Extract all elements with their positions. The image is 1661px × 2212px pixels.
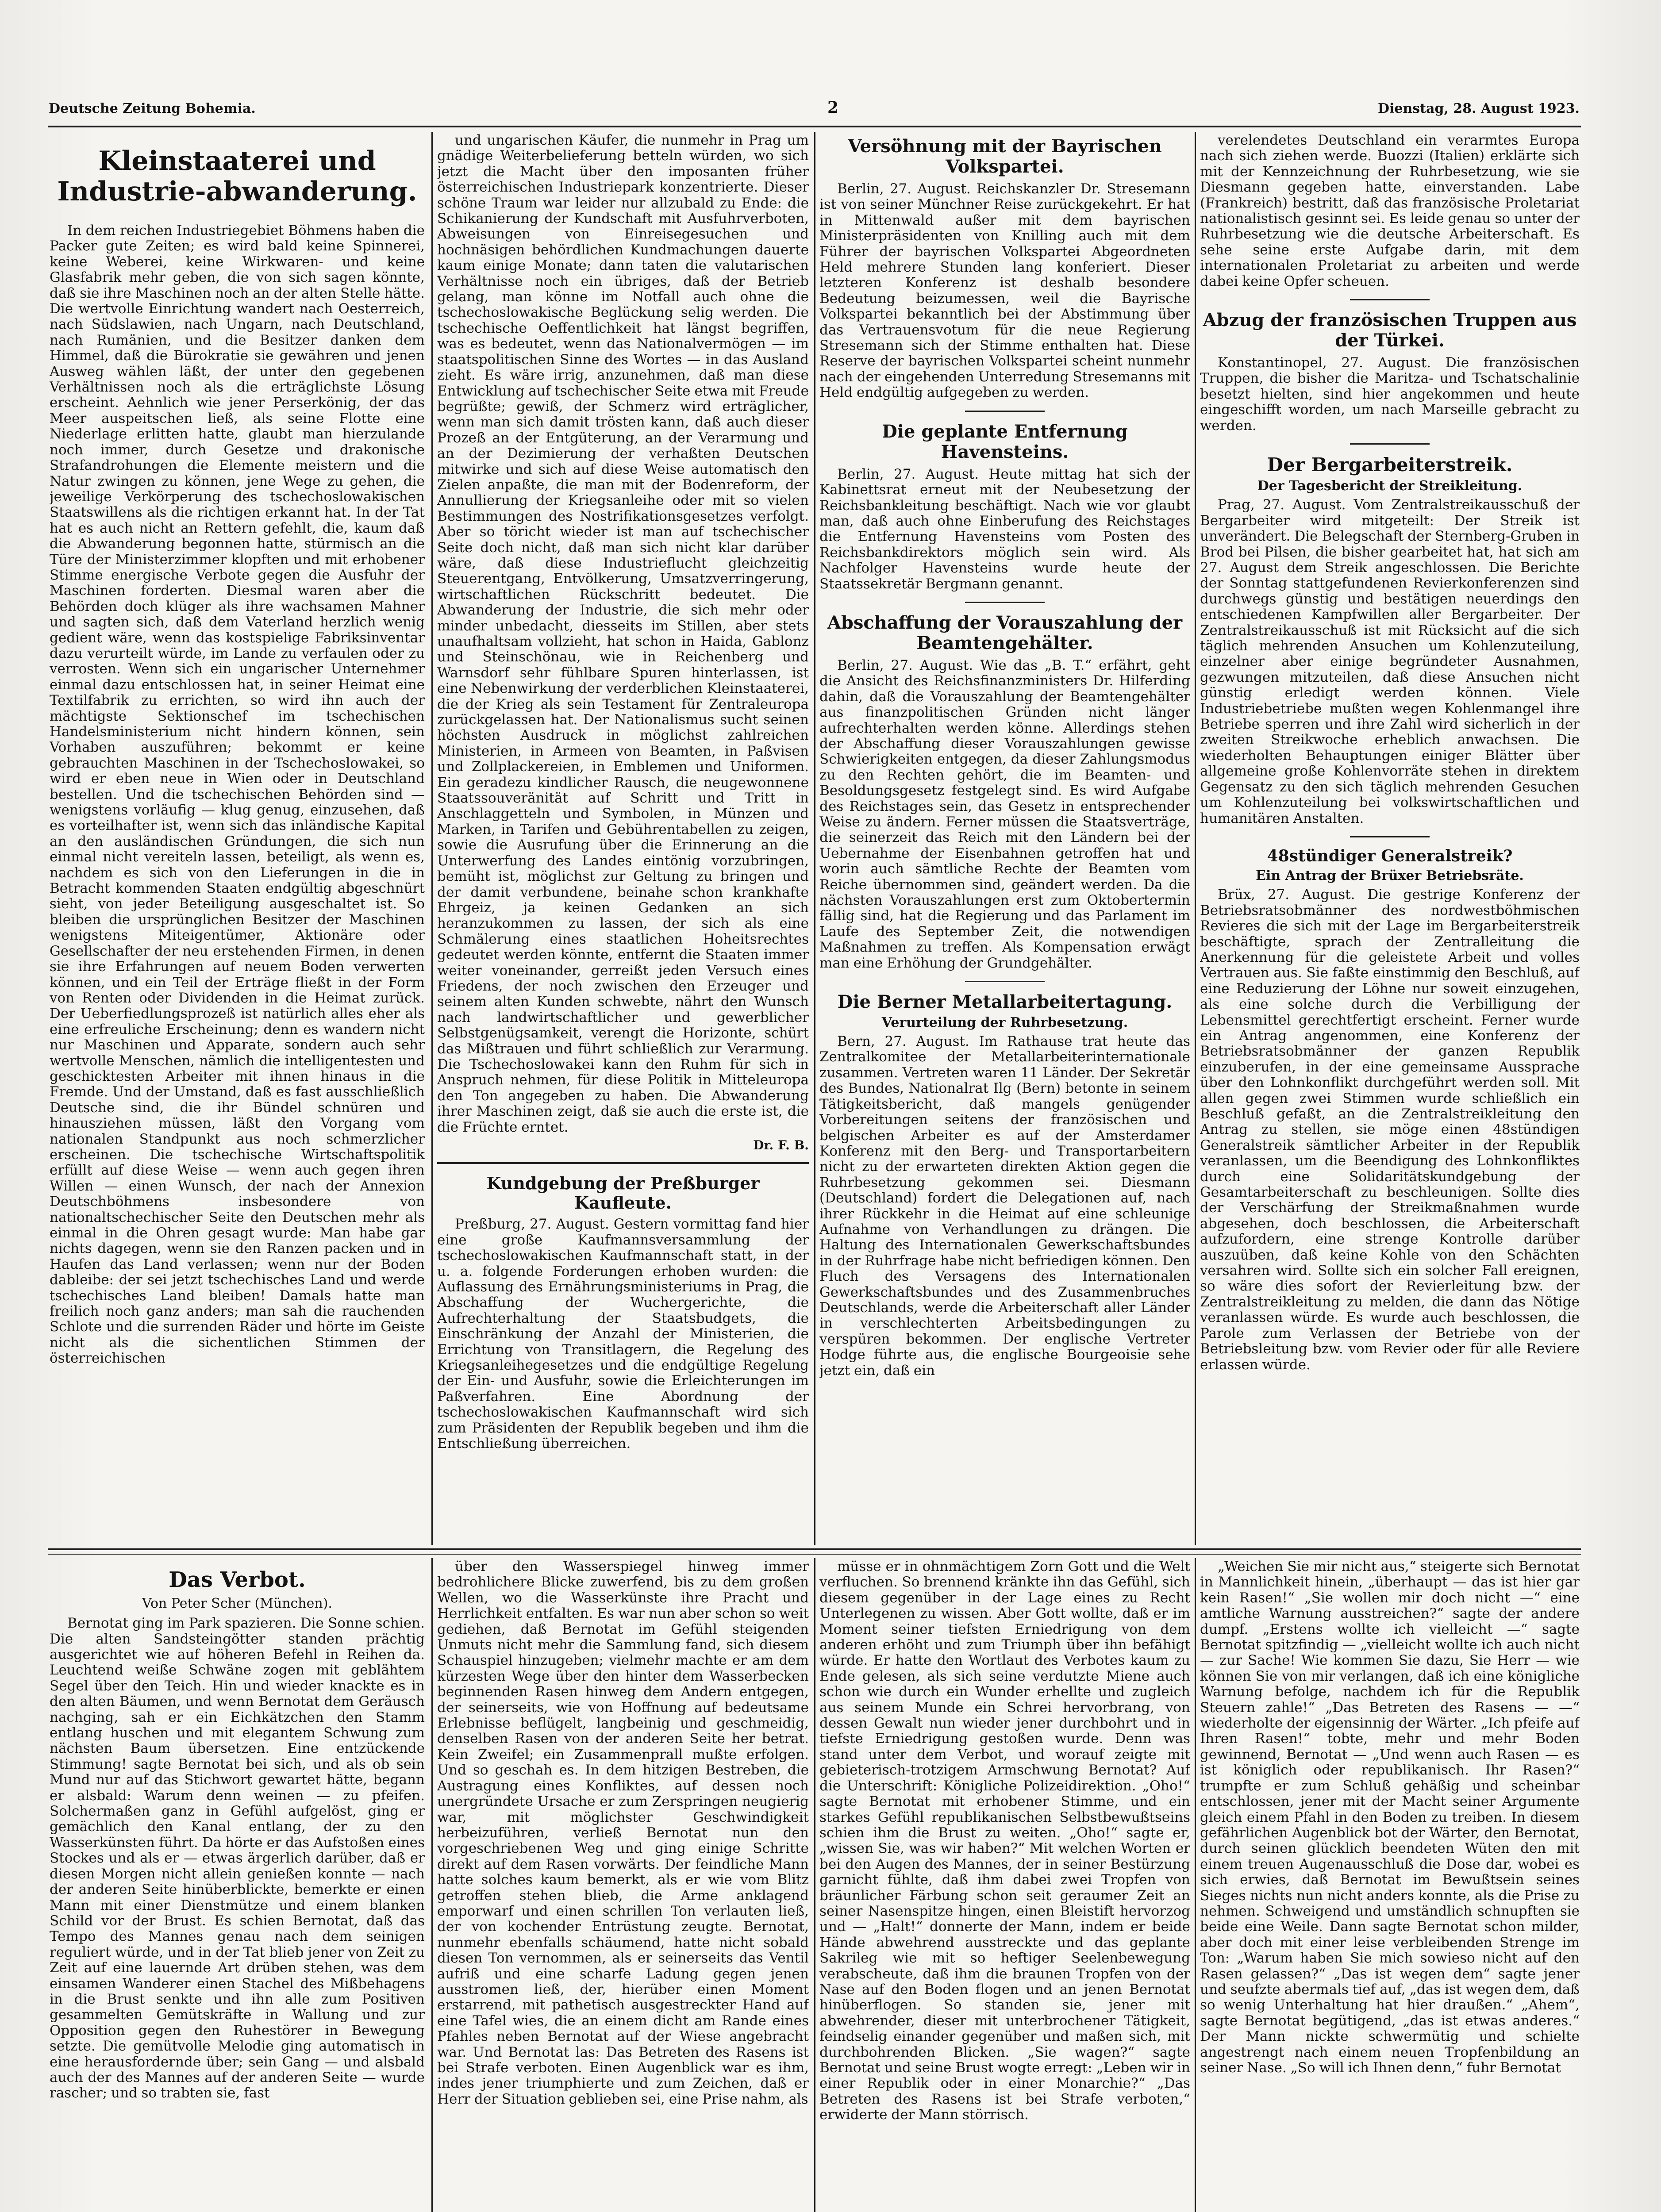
article-body: Konstantinopel, 27. August. Die französischen Truppen, die bisher die Maritza- und Tschatschalinie besetzt hielten, sind hier angekommen und heute eingeschifft worden, um nach Marseille gebracht zu werden. xyxy=(1200,355,1580,434)
feuilleton-body: „Weichen Sie mir nicht aus,“ steigerte sich Bernotat in Mannlichkeit hinein, „überhaupt — das ist hier gar kein Rasen!“ „Sie wollen mir doch nicht —“ eine amtliche Warnung ausstreichen?“ sagte der andere dumpf. „Erstens wollte ich vielleicht —“ sagte Bernotat spitzfindig — „vielleicht wollte ich auch nicht — zur Sache! Wie kommen Sie dazu, Sie Herr — wie können Sie von mir verlangen, daß ich eine königliche Warnung befolge, nachdem ich für die Republik Steuern zahle!“ „Das Betreten des Rasens — —“ wiederholte der eigensinnig der Wärter. „Ich pfeife auf Ihren Rasen!“ tobte, mehr und mehr Boden gewinnend, Bernotat — „Und wenn auch Rasen — es ist königlich oder republikanisch. Ihr Rasen?“ trumpfte er zum Schluß gehäßig und scheinbar entschlossen, jener mit der Macht seiner Argumente gleich einem Pfahl in den Boden zu treiben. In diesem gefährlichen Augenblick bot der Wärter, den Bernotat, durch seinen glücklich beendeten Wüten den mit einem treuen Augenausschluß die Dose dar, wobei es sich erwies, daß Bernotat im Bewußtsein seines Sieges nichts nun nicht anders konnte, als die Prise zu nehmen. Schweigend und umständlich schnupften sie beide eine Weile. Dann sagte Bernotat schon milder, aber doch mit einer leise verbleibenden Strenge im Ton: „Warum haben Sie mich sowieso nicht auf den Rasen gelassen?“ „Das ist wegen dem“ sagte jener und seufzte abermals tief auf, „das ist wegen dem, daß so wenig Unterhaltung hat hier draußen.“ „Ahem“, sagte Bernotat begütigend, „das ist etwas anderes.“ Der Mann nickte schwermütig und schielte angestrengt nach einem neuen Tropfenbildung an seiner Nase. „So will ich Ihnen denn,“ fuhr Bernotat xyxy=(1200,1559,1580,2076)
article-headline: Abschaffung der Vorauszahlung der Beamtengehälter. xyxy=(827,612,1183,653)
article-subhead: Verurteilung der Ruhrbesetzung. xyxy=(881,1015,1128,1031)
column-divider xyxy=(1195,1558,1196,2212)
feuilleton-body: müsse er in ohnmächtigem Zorn Gott und die Welt verfluchen. So brennend kränkte ihn das Gefühl, sich diesem gegenüber in der Lage eines zu Recht Unterlegenen zu wissen. Aber Gott wollte, daß er im Moment seiner tiefsten Erniedrigung von dem anderen erhöht und zum Triumph über ihn befähigt würde. Er hatte den Wortlaut des Verbotes kaum zu Ende gelesen, als sich seine verdutzte Miene auch schon wie durch ein Wunder erhellte und zugleich aus seinem Munde ein Schrei hervorbrang, von dessen Gewalt nun wieder jener durchbohrt und in tiefste Erniedrigung gestoßen wurde. Denn was stand unter dem Verbot, und worauf zeigte mit gebieterisch-trotzigem Armschwung Bernotat? Auf die Unterschrift: Königliche Polizeidirektion. „Oho!“ sagte Bernotat mit erhobener Stimme, und ein starkes Gefühl republikanischen Selbstbewußtseins schien ihm die Brust zu weiten. „Oho!“ sagte er, „wissen Sie, was wir haben?“ Mit welchen Worten er bei den Augen des Mannes, der in seiner Bestürzung garnicht fühlte, daß ihm dabei zwei Tropfen von bräunlicher Färbung schon seit geraumer Zeit an seiner Nasenspitze hingen, einen Bleistift hervorzog und — „Halt!“ donnerte der Mann, indem er beide Hände abwehrend ausstreckte und das geplante Sakrileg wie mit so heftiger Seelenbewegung verabscheute, daß ihm die braunen Tropfen von der Nase auf den Boden flogen und an jenen Bernotat hinüberflogen. So standen sie, jener mit abwehrender, dieser mit unterbrochener Tätigkeit, feindselig einander gegenüber und maßen sich, mit durchbohrenden Blicken. „Sie wagen?“ sagte Bernotat und seine Brust wogte erregt: „Leben wir in einer Republik oder in einer Monarchie?“ „Das Betreten des Rasens ist bei Strafe verboten,“ erwiderte der Mann störrisch. xyxy=(819,1559,1190,2123)
article-divider xyxy=(965,602,1045,603)
article-body: Berlin, 27. August. Wie das „B. T.“ erfährt, geht die Ansicht des Reichsfinanzministers Dr. Hilferding dahin, daß die Vorauszahlung der Beamtengehälter aus finanzpolitischen Gründen nicht länger aufrechterhalten werden könne. Allerdings stehen der Abschaffung dieser Vorauszahlungen gewisse Schwierigkeiten entgegen, da dieser Zahlungsmodus zu den Rechten gehört, die im Beamten- und Besoldungsgesetz festgelegt sind. Es wird Aufgabe des Reichstages sein, das Gesetz in entsprechender Weise zu ändern. Ferner müssen die Staatsverträge, die seinerzeit das Reich mit den Ländern bei der Uebernahme der Eisenbahnen getroffen hat und worin auch sämtliche Rechte der Beamten vom Reiche übernommen sind, geändert werden. Da die nächsten Vorauszahlungen erst zum Oktobertermin fällig sind, hat die Regierung und das Parlament im Laufe des September Zeit, die notwendigen Maßnahmen zu treffen. Als Kompensation erwägt man eine Erhöhung der Grundgehälter. xyxy=(819,657,1190,971)
column-divider xyxy=(1195,132,1196,1545)
article-headline: Kleinstaaterei und Industrie-abwanderung. xyxy=(57,146,417,207)
article-headline: 48stündiger Generalstreik? xyxy=(1267,846,1513,865)
article-body: Berlin, 27. August. Reichskanzler Dr. Stresemann ist von seiner Münchner Reise zurückgekehrt. Er hat in Mittenwald außer mit dem bayrischen Ministerpräsidenten von Knilling auch mit dem Führer der bayrischen Volkspartei Abgeordneten Held mehrere Stunden lang konferiert. Dieser letzteren Konferenz ist deshalb besondere Bedeutung beizumessen, weil die Bayrische Volkspartei bekanntlich bei der Abstimmung über das Vertrauensvotum für die neue Regierung Stresemann sich der Stimme enthalten hat. Diese Reserve der bayrischen Volkspartei scheint nunmehr nach der eingehenden Unterredung Stresemanns mit Held endgültig aufgegeben zu werden. xyxy=(819,181,1190,401)
article-divider xyxy=(437,1162,809,1164)
article-body: Berlin, 27. August. Heute mittag hat sich der Kabinettsrat erneut mit der Neubesetzung der Reichsbankleitung beschäftigt. Nach wie vor glaubt man, daß auch ohne Einberufung des Reichstages die Entfernung Havensteins vom Posten des Reichsbankdirektors möglich sein wird. Als Nachfolger Havensteins wurde heute der Staatssekretär Bergmann genannt. xyxy=(819,466,1190,592)
column-3 xyxy=(819,133,1190,1544)
article-headline: Abzug der französischen Truppen aus der Türkei. xyxy=(1203,310,1577,351)
column-2 xyxy=(437,133,809,1544)
page-number: 2 xyxy=(827,98,839,117)
article-subhead: Ein Antrag der Brüxer Betriebsräte. xyxy=(1256,868,1524,884)
masthead-rule xyxy=(48,126,1581,127)
feuilleton-column-3 xyxy=(819,1559,1190,2212)
article-headline: Die geplante Entfernung Havensteins. xyxy=(882,421,1128,462)
column-1 xyxy=(50,133,425,1544)
article-headline: Der Bergarbeiterstreik. xyxy=(1267,454,1513,476)
paper-name: Deutsche Zeitung Bohemia. xyxy=(49,101,256,116)
article-subhead: Der Tagesbericht der Streikleitung. xyxy=(1257,478,1523,494)
article-divider xyxy=(965,981,1045,982)
feuilleton-separator xyxy=(48,1548,1581,1550)
article-headline: Die Berner Metallarbeitertagung. xyxy=(837,991,1173,1013)
feuilleton-byline: Von Peter Scher (München). xyxy=(142,1596,332,1612)
feuilleton-column-1 xyxy=(50,1559,425,2212)
article-divider xyxy=(1350,443,1430,445)
feuilleton-body: über den Wasserspiegel hinweg immer bedrohlichere Blicke zuwerfend, bis zu dem großen Wellen, wo die Wasserkünste ihre Pracht und Herrlichkeit entfalten. Es war nun aber schon so weit gediehen, daß Bernotat im Gefühl steigenden Unmuts nicht mehr die Sammlung fand, sich diesem Schauspiel hinzugeben; vielmehr machte er am dem kürzesten Wege über den hinter dem Wasserbecken beginnenden Rasen hinweg dem Andern entgegen, der seinerseits, wie von Hoffnung auf bedeutsame Erlebnisse beflügelt, langbeinig und geschmeidig, denselben Rasen von der anderen Seite her betrat. Kein Zweifel; ein Zusammenprall mußte erfolgen. Und so geschah es. In dem hitzigen Bestreben, die Austragung eines Konfliktes, auf dessen noch unergründete Ursache er zum Zerspringen neugierig war, mit möglichster Geschwindigkeit herbeizuführen, verließ Bernotat nun den vorgeschriebenen Weg und ging einige Schritte direkt auf dem Rasen vorwärts. Der feindliche Mann hatte solches kaum bemerkt, als er wie vom Blitz getroffen stehen blieb, die Arme anklagend emporwarf und einen schrillen Ton verlauten ließ, der von kochender Entrüstung zeugte. Bernotat, nunmehr ebenfalls schäumend, hatte nicht sobald diesen Ton vernommen, als er seinerseits das Ventil aufriß und eine scharfe Ladung gegen jenen ausstromen ließ, der, hierüber einen Moment erstarrend, mit pathetisch ausgestreckter Hand auf eine Tafel wies, die an einem dicht am Rande eines Pfahles neben Bernotat auf der Wiese angebracht war. Und Bernotat las: Das Betreten des Rasens ist bei Strafe verboten. Einen Augenblick war es ihm, indes jener triumphierte und zum Zeichen, daß er Herr der Situation geblieben sei, eine Prise nahm, als xyxy=(437,1559,809,2107)
feuilleton-column-4 xyxy=(1200,1559,1580,2212)
article-body: Brüx, 27. August. Die gestrige Konferenz der Betriebsratsobmänner des nordwestböhmischen Revieres die sich mit der Lage im Bergarbeiterstreik beschäftigte, sprach der Zentralleitung die Anerkennung für die geleistete Arbeit und volles Vertrauen aus. Sie faßte einstimmig den Beschluß, auf eine Reduzierung der Löhne nur soweit einzugehen, als eine solche durch die Verbilligung der Lebensmittel gerechtfertigt erscheint. Ferner wurde ein Antrag angenommen, eine Konferenz der Betriebsratsobmänner der ganzen Republik einzuberufen, in der eine gemeinsame Aussprache über den Lohnkonflikt durchgeführt werden soll. Mit allen gegen zwei Stimmen wurde schließlich ein Beschluß gefaßt, an die Zentralstreikleitung den Antrag zu stellen, sie möge einen 48stündigen Generalstreik sämtlicher Arbeiter in der Republik veranlassen, um die Beendigung des Lohnkonfliktes durch eine Solidaritätskundgebung der Gesamtarbeiterschaft zu beschleunigen. Sollte dies der Verschärfung der Streikmaßnahmen wurde abgesehen, doch beschlossen, die Arbeiterschaft aufzufordern, eine strenge Kontrolle darüber auszuüben, daß keine Kohle von den Schächten versahren wird. Sollte sich ein solcher Fall ereignen, so wäre dies sofort der Revierleitung bzw. der Zentralstreikleitung zu melden, die dann das Nötige veranlassen würde. Es wurde auch beschlossen, die Parole zum Verlassen der Betriebe von der Betriebsleitung bzw. vom Revier oder für alle Reviere erlassen würde. xyxy=(1200,887,1580,1373)
column-divider xyxy=(431,1558,433,2212)
issue-date: Dienstag, 28. August 1923. xyxy=(1377,101,1580,116)
article-body: Preßburg, 27. August. Gestern vormittag fand hier eine große Kaufmannsversammlung der tschechoslowakischen Kaufmannschaft statt, in der u. a. folgende Forderungen erhoben wurden: die Auflassung des Ernährungsministeriums in Prag, die Abschaffung der Wuchergerichte, die Aufrechterhaltung der Staatsbudgets, die Einschränkung der Anzahl der Ministerien, die Errichtung von Transitlagern, die Regelung des Kriegsanleihegesetzes und die endgültige Regelung der Ein- und Ausfuhr, sowie die Erleichterungen im Paßverfahren. Eine Abordnung der tschechoslowakischen Kaufmannschaft wird sich zum Präsidenten der Republik begeben und ihm die Entschließung überreichen. xyxy=(437,1216,809,1452)
article-body: und ungarischen Käufer, die nunmehr in Prag um gnädige Weiterbelieferung betteln würden, wo sich jetzt die Macht über den imposanten früher österreichischen Industriepark konzentrierte. Dieser schöne Traum war leider nur allzubald zu Ende: die Schikanierung der Kundschaft mit Ausfuhrverboten, Abweisungen von Einreisegesuchen und hochnäsigen behördlichen Kundmachungen dauerte kaum einige Monate; dann taten die valutarischen Verhältnisse noch ein übriges, daß der Betrieb gelang, man könne im Notfall auch ohne die tschechoslowakische Beglückung selig werden. Die tschechische Oeffentlichkeit hat längst begriffen, was es bedeutet, wenn das Nationalvermögen — im staatspolitischen Sinne des Wortes — in das Ausland zieht. Es wäre irrig, anzunehmen, daß man diese Entwicklung auf tschechischer Seite etwa mit Freude begrüßte; gewiß, der Schmerz wird erträglicher, wenn man sich damit trösten kann, daß auch dieser Prozeß an der Entgüterung, an der Verarmung und an der Dezimierung der verhaßten Deutschen mitwirke und sich auf diese Weise automatisch den Zielen anpaßte, die man mit der Bodenreform, der Annullierung der Kriegsanleihe oder mit so vielen Bestimmungen des Nostrifikationsgesetzes verfolgt. Aber so töricht wieder ist man auf tschechischer Seite doch nicht, daß man sich nicht klar darüber wäre, daß diese Industrieflucht gleichzeitig Steuerentgang, Entvölkerung, Umsatzverringerung, wirtschaftlichen Rückschritt bedeutet. Die Abwanderung der Industrie, die sich mehr oder minder unbedacht, diesseits im Stillen, aber stets unaufhaltsam vollzieht, hat schon in Haida, Gablonz und Steinschönau, wie in Reichenberg und Warnsdorf sehr fühlbare Spuren hinterlassen, ist eine Nebenwirkung der verderblichen Kleinstaaterei, die der Krieg als sein Testament für Zentraleuropa zurückgelassen hat. Der Nationalismus sucht seinen höchsten Ausdruck in möglichst zahlreichen Ministerien, in Armeen von Beamten, in Paßvisen und Zollplackereien, in Emblemen und Uniformen. Ein geradezu kindlicher Rausch, die neugewonnene Staatssouveränität auf Schritt und Tritt in Anschlaggetteln und Symbolen, in Münzen und Marken, in Tarifen und Gebührentabellen zu zeigen, sowie die Ausrufung über die Erinnerung an die Unterwerfung des Landes eintönig vorzubringen, bemüht ist, möglichst zur Geltung zu bringen und der damit verbundene, beinahe schon krankhafte Ehrgeiz, ja keinen Gedanken an sich heranzukommen zu lassen, der sich als eine Schmälerung eines staatlichen Hoheitsrechtes gedeutet werden könnte, entfernt die Staaten immer weiter voneinander, gerreißt jeden Versuch eines Friedens, der noch zwischen den Erzeuger und seinem alten Kunden schwebte, nährt den Wunsch nach landwirtschaftlicher und gewerblicher Selbstgenügsamkeit, verengt die Horizonte, schürt das Mißtrauen und führt schließlich zur Verarmung. Die Tschechoslowakei kann den Ruhm für sich in Anspruch nehmen, für diese Politik in Mitteleuropa den Ton angegeben zu haben. Die Abwanderung ihrer Maschinen zeigt, daß sie auch die erste ist, die die Früchte erntet. xyxy=(437,133,809,1135)
column-divider xyxy=(431,132,433,1545)
article-body: Bern, 27. August. Im Rathause trat heute das Zentralkomitee der Metallarbeiterinternationale zusammen. Vertreten waren 11 Länder. Der Sekretär des Bundes, Nationalrat Ilg (Bern) betonte in seinem Tätigkeitsbericht, daß mangels genügender Vorbereitungen seitens der französischen und belgischen Arbeiter es auf der Amsterdamer Konferenz mit den Berg- und Transportarbeitern nicht zu der erwarteten direkten Aktion gegen die Ruhrbesetzung gekommen sei. Diesmann (Deutschland) fordert die Delegationen auf, nach ihrer Rückkehr in die Heimat auf eine schleunige Aufnahme von Verhandlungen zu drängen. Die Haltung des Internationalen Gewerkschaftsbundes in der Ruhrfrage habe nicht befriedigen können. Den Fluch des Versagens des Internationalen Gewerkschaftsbundes und des Zusammenbruches Deutschlands, werde die Arbeiterschaft aller Länder in verschlechterten Arbeitsbedingungen zu verspüren bekommen. Der englische Vertreter Hodge führte aus, die englische Bourgeoisie sehe jetzt ein, daß ein xyxy=(819,1033,1190,1379)
article-body: Prag, 27. August. Vom Zentralstreikausschuß der Bergarbeiter wird mitgeteilt: Der Streik ist unverändert. Die Belegschaft der Sternberg-Gruben in Brod bei Pilsen, die bisher gearbeitet hat, hat sich am 27. August dem Streik angeschlossen. Die Berichte der Sonntag stattgefundenen Revierkonferenzen sind durchwegs günstig und bestätigen neuerdings den entschiedenen Kampfwillen aller Bergarbeiter. Der Zentralstreikausschuß ist mit Rücksicht auf die sich täglich mehrenden Ansuchen um Kohlenzuteilung, einzelner aber einige begründeter Ausnahmen, gezwungen mitzuteilen, daß diese Ansuchen nicht günstig erledigt werden können. Viele Industriebetriebe mußten wegen Kohlenmangel ihre Betriebe sperren und ihre Zahl wird sicherlich in der zweiten Streikwoche erheblich anwachsen. Die wiederholten Behauptungen einiger Blätter über allgemeine große Kohlenvorräte stehen in direktem Gegensatz zu den sich täglich mehrenden Gesuchen um Kohlenzuteilung bei volkswirtschaftlichen und humanitären Anstalten. xyxy=(1200,497,1580,826)
feuilleton-column-2 xyxy=(437,1559,809,2212)
feuilleton-body: Bernotat ging im Park spazieren. Die Sonne schien. Die alten Sandsteingötter standen prächtig ausgerichtet wie auf höheren Befehl in Reihen da. Leuchtend weiße Schwäne zogen mit geblähtem Segel über den Teich. Hin und wieder knackte es in den alten Bäumen, und wenn Bernotat dem Geräusch nachging, sah er ein Eichkätzchen den Stamm entlang huschen und mit elegantem Schwung zum nächsten Baum übersetzen. Eine entzückende Stimmung! sagte Bernotat bei sich, und als ob sein Mund nur auf das Stichwort gewartet hätte, begann er alsbald: Warum denn weinen — zu pfeifen. Solchermaßen ganz in Gefühl aufgelöst, ging er gemächlich den Kanal entlang, der zu den Wasserkünsten führt. Da hörte er das Aufstoßen eines Stockes und als er — etwas ärgerlich darüber, daß er diesen Morgen nicht allein genießen konnte — nach der anderen Seite hinüberblickte, bemerkte er einen Mann mit einer Dienstmütze und einem blanken Schild vor der Brust. Es schien Bernotat, daß das Tempo des Mannes genau nach dem seinigen reguliert würde, und in der Tat blieb jener von Zeit zu Zeit auf eine lauernde Art drüben stehen, was dem einsamen Wanderer einen Stachel des Mißbehagens in die Brust senkte und ihn alle zum Positiven gesammelten Gemütskräfte in Wallung und zur Opposition gegen den Ruhestörer in Bewegung setzte. Die gemütvolle Melodie ging automatisch in eine herausfordernde über; sein Gang — und alsbald auch der des Mannes auf der anderen Seite — wurde rascher; und so trabten sie, fast xyxy=(50,1615,425,2101)
article-body: verelendetes Deutschland ein verarmtes Europa nach sich ziehen werde. Buozzi (Italien) erklärte sich mit der Kennzeichnung der Ruhrbesetzung, wie sie Diesmann gegeben hatte, einverstanden. Labe (Frankreich) bestritt, daß das französische Proletariat nationalistisch gesinnt sei. Es leide genau so unter der Ruhrbesetzung wie die deutsche Arbeiterschaft. Es sehe seine erste Aufgabe darin, mit dem internationalen Proletariat zu arbeiten und werde dabei keine Opfer scheuen. xyxy=(1200,133,1580,289)
article-headline: Kundgebung der Preßburger Kaufleute. xyxy=(486,1173,760,1213)
column-4 xyxy=(1200,133,1580,1544)
article-divider xyxy=(965,411,1045,412)
feuilleton-separator-thin xyxy=(48,1554,1581,1555)
column-divider xyxy=(814,1558,815,2212)
column-divider xyxy=(814,132,815,1545)
article-body: In dem reichen Industriegebiet Böhmens haben die Packer gute Zeiten; es wird bald keine Spinnerei, keine Weberei, keine Wirkwaren- und keine Glasfabrik mehr geben, die von sich sagen könnte, daß sie ihre Maschinen noch an der alten Stelle hätte. Die wertvolle Einrichtung wandert nach Oesterreich, nach Südslawien, nach Ungarn, nach Deutschland, nach Rumänien, und die Besitzer danken dem Himmel, daß die Bürokratie sie gewähren und jenen Ausweg wählen läßt, der unter den gegebenen Verhältnissen noch als die erträglichste Lösung erscheint. Aehnlich wie jener Perserkönig, der das Meer auspeitschen ließ, als seine Flotte eine Niederlage erlitten hatte, glaubt man hierzulande noch immer, durch Gesetze und drakonische Strafandrohungen die Elemente meistern und die Natur zwingen zu können, jene Wege zu gehen, die jeweilige Verkörperung des tschechoslowakischen Staatswillens als die richtigen erkannt hat. In der Tat hat es auch nicht an Rettern gefehlt, die, kaum daß die Abwanderung begonnen hatte, stürmisch an die Türe der Ministerzimmer klopften und mit erhobener Stimme energische Verbote gegen die Ausfuhr der Maschinen forderten. Diesmal waren aber die Behörden doch klüger als ihre wachsamen Mahner und sagten sich, daß dem Vaterland herzlich wenig gedient wäre, wenn das kostspielige Fabriksinventar dazu verurteilt würde, im Lande zu verfaulen oder zu verrosten. Wenn sich ein ungarischer Unternehmer einmal dazu entschlossen hat, in seiner Heimat eine Textilfabrik zu errichten, so wird ihn auch der mächtigste Sektionschef im tschechischen Handelsministerium nicht hindern können, sein Vorhaben auszuführen; bekommt er keine gebrauchten Maschinen in der Tschechoslowakei, so wird er eben neue in Wien oder in Deutschland bestellen. Und die tschechischen Behörden sind — wenigstens vorläufig — klug genug, einzusehen, daß es vorteilhafter ist, wenn sich das inländische Kapital an den ausländischen Gründungen, die sich nun einmal nicht vereiteln lassen, beteiligt, als wenn es, nachdem es sich von den Lieferungen in die in Betracht kommenden Staaten endgültig abgeschnürt sieht, von jeder Beteiligung ausgeschaltet ist. So bleiben die ursprünglichen Besitzer der Maschinen wenigstens Miteigentümer, Aktionäre oder Gesellschafter der neu erstehenden Firmen, in denen sie ihre Erfahrungen auf neuem Boden verwerten können, und ein Teil der Erträge fließt in der Form von Renten oder Dividenden in die Heimat zurück. Der Ueberfiedlungsprozeß ist natürlich alles eher als eine erfreuliche Erscheinung; denn es wandern nicht nur Maschinen und Apparate, sondern auch sehr wertvolle Menschen, nämlich die intelligentesten und geschicktesten Arbeiter mit ihnen hinaus in die Fremde. Und der Umstand, daß es fast ausschließlich Deutsche sind, die ihr Bündel schnüren und hinausziehen müssen, läßt den Vorgang vom nationalen Standpunkt aus noch schmerzlicher erscheinen. Die tschechische Wirtschaftspolitik erfüllt auf diese Weise — wenn auch gegen ihren Willen — einen Wunsch, der nach der Annexion Deutschböhmens insbesondere von nationaltschechischer Seite den Deutschen mehr als einmal in die Ohren gesagt wurde: Man habe gar nichts dagegen, wenn sie den Ranzen packen und in Haufen das Land verlassen; wenn nur der Boden dableibe: der sei jetzt tschechisches Land und werde tschechisches Land bleiben! Damals hatte man freilich noch ganz anders; man sah die rauchenden Schlote und die surrenden Räder und hörte im Geiste nicht als die sichentlichen Stimmen der österreichischen xyxy=(50,223,425,1367)
article-divider xyxy=(1350,836,1430,837)
article-signature: Dr. F. B. xyxy=(753,1138,809,1152)
feuilleton-headline: Das Verbot. xyxy=(169,1567,306,1592)
masthead xyxy=(49,98,1580,119)
article-headline: Versöhnung mit der Bayrischen Volkspartei. xyxy=(848,136,1162,177)
article-divider xyxy=(1350,299,1430,300)
